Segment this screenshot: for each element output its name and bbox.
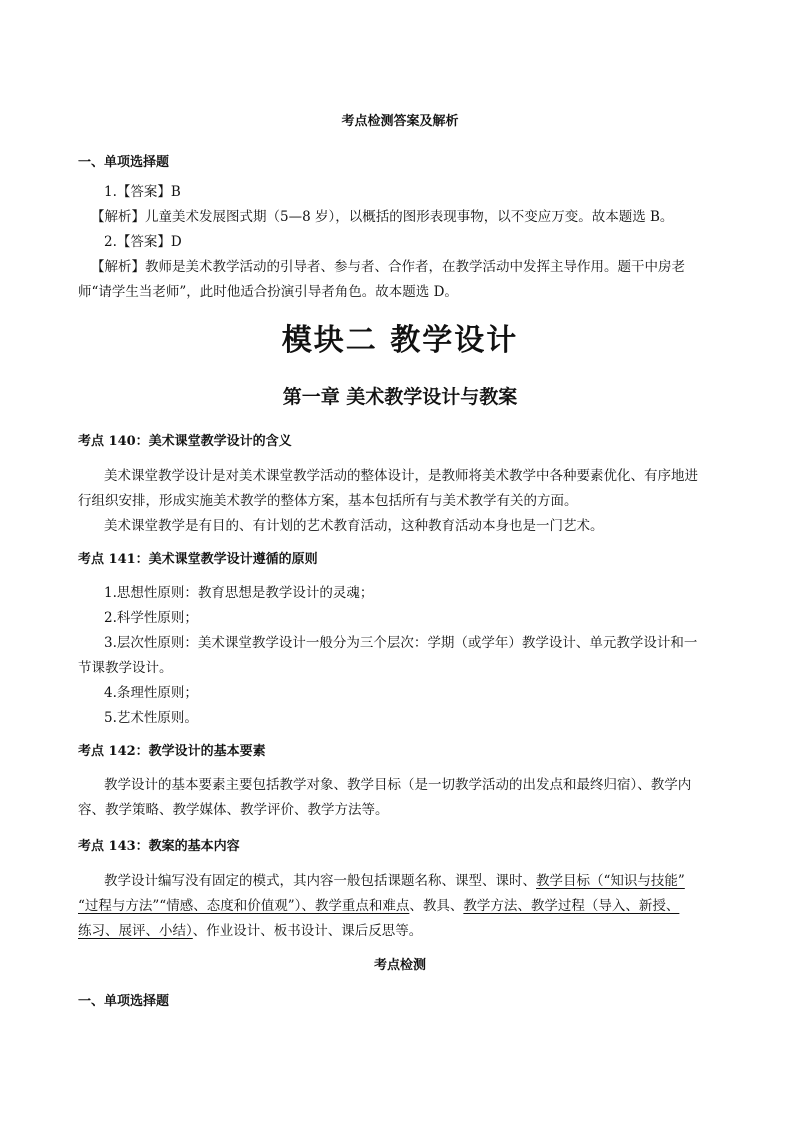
kp142-line-2: 容、教学策略、教学媒体、教学评价、教学方法等。 <box>78 802 389 818</box>
kp143-line-3-plain: 、作业设计、板书设计、课后反思等。 <box>192 923 423 939</box>
kp141-item-3-line-1: 3.层次性原则：美术课堂教学设计一般分为三个层次：学期（或学年）教学设计、单元教学设计和一 <box>104 635 698 651</box>
q2-analysis-line-1: 【解析】教师是美术教学活动的引导者、参与者、合作者，在教学活动中发挥主导作用。题干中房老 <box>91 259 685 275</box>
kp140-paragraph-1-line-2: 行组织安排，形成实施美术教学的整体方案，基本包括所有与美术教学有关的方面。 <box>78 493 578 509</box>
kp143-line-2 <box>78 894 679 914</box>
kp143-teaching-objectives-underlined: 教学目标（“知识与技能” <box>536 873 685 889</box>
kp141-item-5: 5.艺术性原则。 <box>104 710 198 726</box>
kp141-item-4: 4.条理性原则； <box>104 685 198 701</box>
kp143-line-2-plain: 、教具、 <box>409 898 464 914</box>
kp140-heading: 考点 140：美术课堂教学设计的含义 <box>78 434 292 449</box>
kp142-heading: 考点 142：教学设计的基本要素 <box>78 744 266 759</box>
answer-section-heading: 一、单项选择题 <box>78 155 170 170</box>
check-section-heading: 一、单项选择题 <box>78 994 170 1009</box>
q1-analysis: 【解析】儿童美术发展图式期（5—8 岁），以概括的图形表现事物，以不变应万变。故本题选 B。 <box>91 209 674 225</box>
module-title: 模块二 教学设计 <box>281 323 519 358</box>
kp143-line-1 <box>104 869 685 889</box>
kp141-heading: 考点 141：美术课堂教学设计遵循的原则 <box>78 552 318 567</box>
kp140-paragraph-1-line-1: 美术课堂教学设计是对美术课堂教学活动的整体设计，是教师将美术教学中各种要素优化、有序地进 <box>104 468 698 484</box>
kp140-paragraph-2: 美术课堂教学是有目的、有计划的艺术教育活动，这种教育活动本身也是一门艺术。 <box>104 518 604 534</box>
kp141-item-1: 1.思想性原则：教育思想是教学设计的灵魂； <box>104 585 374 601</box>
kp143-practice-underlined: 练习、展评、小结） <box>78 923 193 939</box>
chapter-title: 第一章 美术教学设计与教案 <box>282 386 518 408</box>
kp143-teaching-process-underlined: 教学方法、教学过程（导入、新授、 <box>463 898 680 914</box>
kp143-key-points-underlined: “过程与方法”“情感、态度和价值观”）、教学重点和难点 <box>78 898 410 914</box>
check-section-title: 考点检测 <box>373 958 426 973</box>
q2-analysis-line-2: 师“请学生当老师”，此时他适合扮演引导者角色。故本题选 D。 <box>78 284 458 300</box>
kp143-line-3 <box>78 919 422 939</box>
kp143-line-1-plain: 教学设计编写没有固定的模式，其内容一般包括课题名称、课型、课时、 <box>104 873 536 889</box>
q1-answer: 1.【答案】B <box>104 184 181 200</box>
q2-answer: 2.【答案】D <box>104 234 182 250</box>
kp142-line-1: 教学设计的基本要素主要包括教学对象、教学目标（是一切教学活动的出发点和最终归宿）、教学内 <box>104 777 692 793</box>
kp141-item-2: 2.科学性原则； <box>104 610 198 626</box>
kp143-heading: 考点 143：教案的基本内容 <box>78 839 240 854</box>
kp141-item-3-line-2: 节课教学设计。 <box>78 660 173 676</box>
answer-section-title: 考点检测答案及解析 <box>341 114 459 129</box>
